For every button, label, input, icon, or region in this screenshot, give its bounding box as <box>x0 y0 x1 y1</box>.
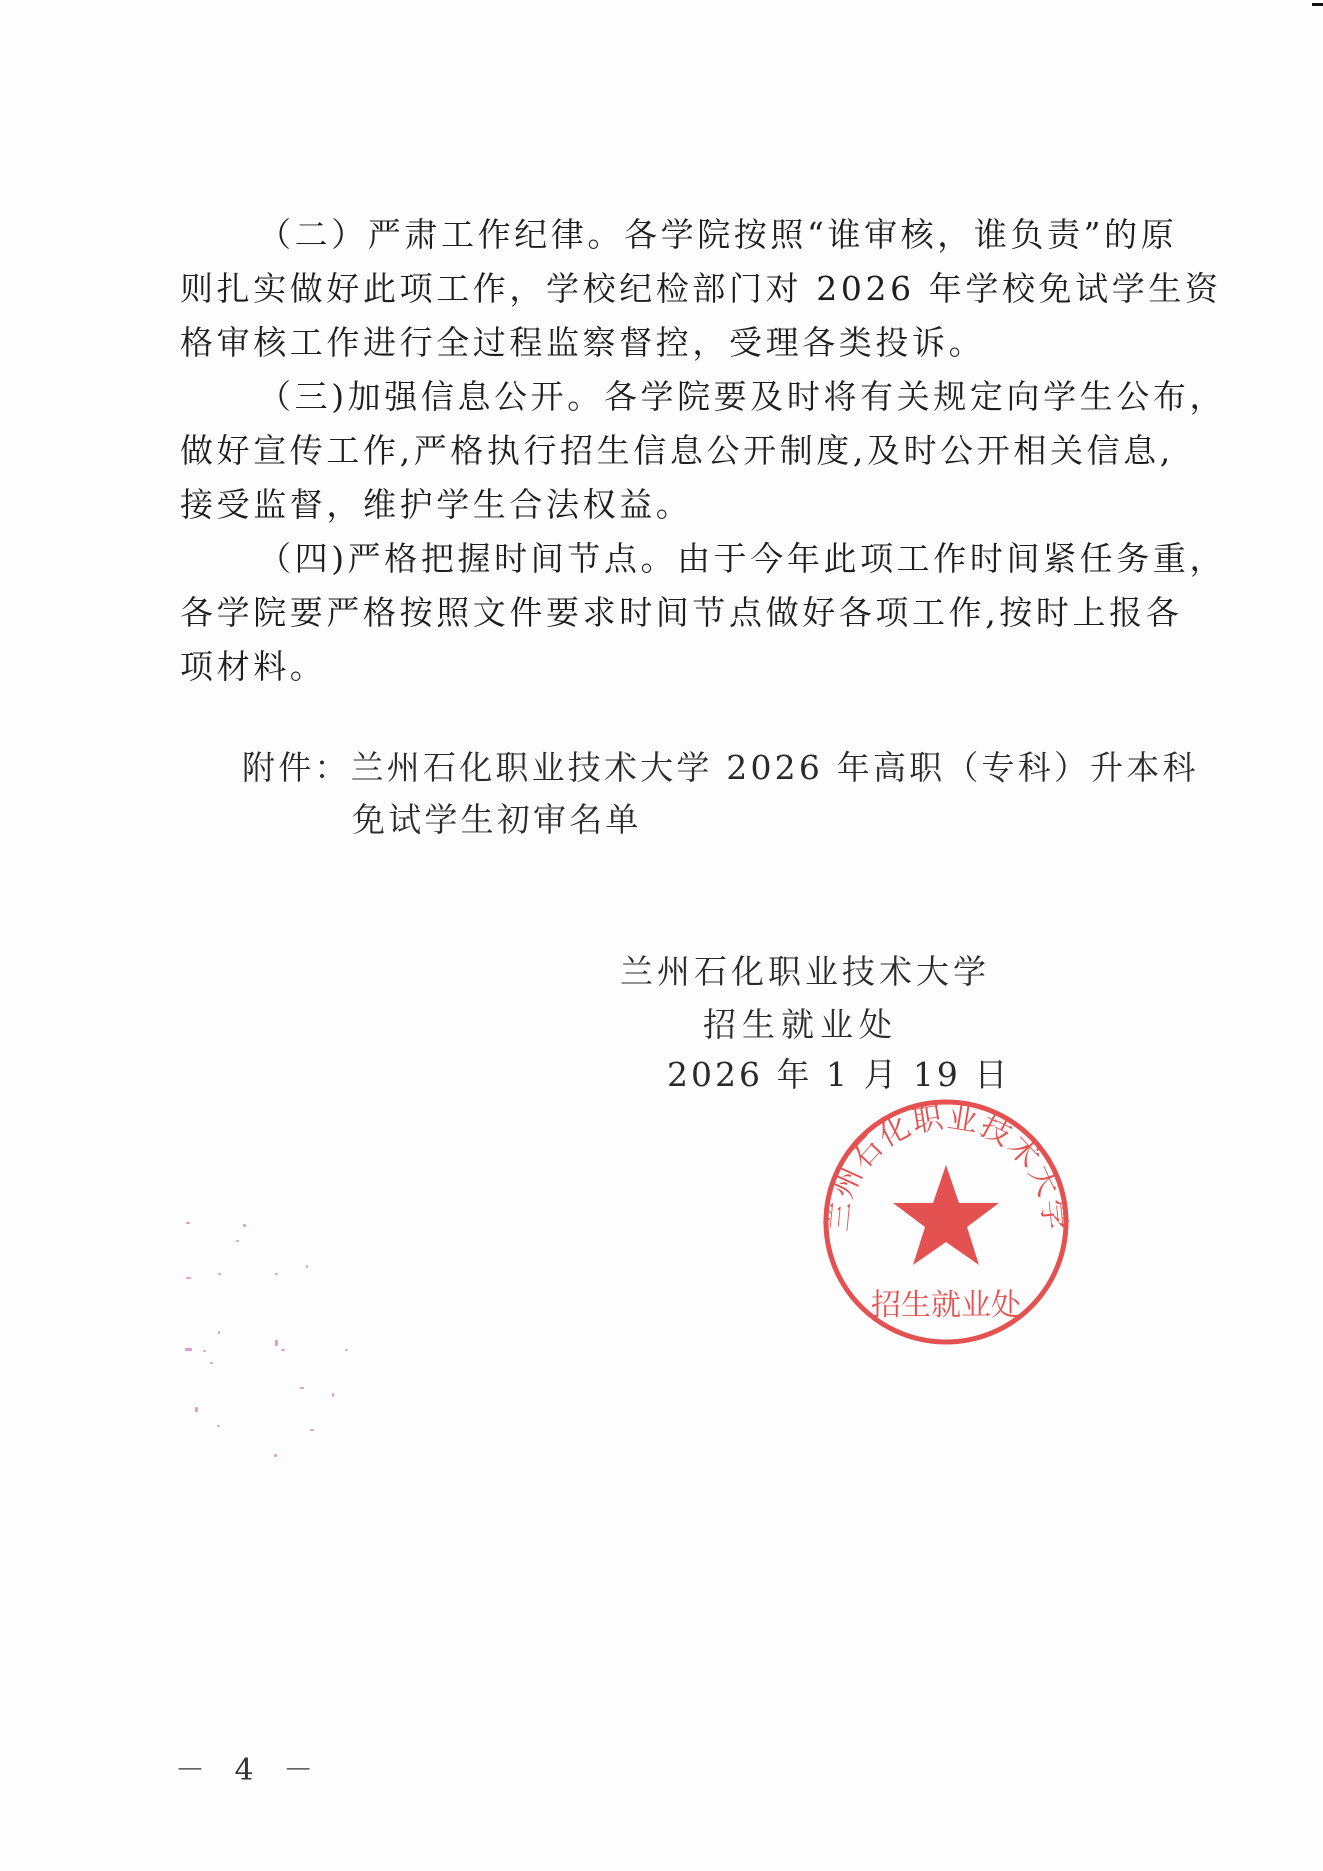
stamp-bottom-text: 招生就业处 <box>871 1288 1021 1323</box>
official-seal-icon <box>818 1097 1074 1347</box>
attachment-line-2: 免试学生初审名单 <box>352 800 642 839</box>
section-4-line-2: 各学院要严格按照文件要求时间节点做好各项工作,按时上报各 <box>180 593 1183 632</box>
stamp-arc-text: 兰州石化职业技术大学 <box>820 1100 1072 1234</box>
signature-org: 兰州石化职业技术大学 <box>620 952 990 991</box>
section-2-line-1: （二）严肃工作纪律。各学院按照“谁审核，谁负责”的原 <box>258 215 1178 254</box>
section-3-line-3: 接受监督，维护学生合法权益。 <box>180 485 693 524</box>
attachment-line-1: 附件：兰州石化职业技术大学 2026 年高职（专科）升本科 <box>242 748 1199 787</box>
page-number: － 4 － <box>175 1753 324 1788</box>
section-2-line-2: 则扎实做好此项工作，学校纪检部门对 2026 年学校免试学生资 <box>180 269 1222 308</box>
section-3-line-2: 做好宣传工作,严格执行招生信息公开制度,及时公开相关信息, <box>180 431 1174 470</box>
scan-mark <box>1312 3 1323 6</box>
signature-dept: 招生就业处 <box>703 1005 898 1044</box>
section-2-line-3: 格审核工作进行全过程监察督控，受理各类投诉。 <box>180 323 986 362</box>
signature-date: 2026 年 1 月 19 日 <box>667 1055 1011 1094</box>
section-3-line-1: （三)加强信息公开。各学院要及时将有关规定向学生公布， <box>258 377 1227 416</box>
section-4-line-3: 项材料。 <box>180 647 327 686</box>
section-4-line-1: （四)严格把握时间节点。由于今年此项工作时间紧任务重， <box>258 539 1227 578</box>
